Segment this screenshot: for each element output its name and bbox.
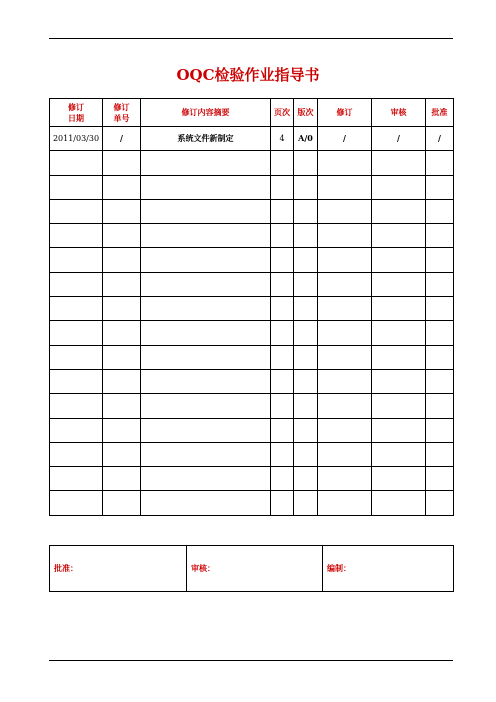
cell-summary[interactable] (141, 248, 271, 272)
cell-reviewed-by[interactable] (372, 175, 426, 199)
cell-page[interactable] (271, 369, 294, 393)
table-row (50, 297, 454, 321)
cell-number[interactable] (103, 442, 141, 466)
table-row (50, 491, 454, 515)
cell-approved-by[interactable] (426, 442, 454, 466)
cell-number[interactable] (103, 151, 141, 175)
cell-number[interactable] (103, 467, 141, 491)
cell-summary[interactable] (141, 199, 271, 223)
cell-date[interactable] (50, 248, 103, 272)
cell-number[interactable] (103, 394, 141, 418)
cell-number[interactable] (103, 418, 141, 442)
cell-approved-by[interactable] (426, 418, 454, 442)
document-title: OQC检验作业指导书 (176, 66, 320, 84)
cell-page[interactable] (271, 199, 294, 223)
cell-summary[interactable] (141, 224, 271, 248)
review-signature-field[interactable]: 审核： (187, 546, 323, 592)
cell-approved-by[interactable] (426, 297, 454, 321)
cell-reviewed-by[interactable] (372, 442, 426, 466)
cell-page[interactable] (271, 394, 294, 418)
cell-version[interactable] (294, 345, 318, 369)
cell-reviewed-by[interactable] (372, 345, 426, 369)
cell-date[interactable] (50, 151, 103, 175)
header-reviewed-by: 审核 (372, 99, 426, 127)
cell-version[interactable] (294, 418, 318, 442)
cell-number[interactable] (103, 321, 141, 345)
cell-summary[interactable] (141, 394, 271, 418)
cell-revised-by[interactable] (318, 418, 372, 442)
cell-version[interactable] (294, 224, 318, 248)
cell-summary[interactable] (141, 369, 271, 393)
cell-date[interactable] (50, 175, 103, 199)
cell-page[interactable] (271, 467, 294, 491)
cell-number[interactable] (103, 248, 141, 272)
table-row (50, 321, 454, 345)
header-revision-summary: 修订内容摘要 (141, 99, 271, 127)
cell-revised-by[interactable] (318, 151, 372, 175)
cell-reviewed-by[interactable] (372, 369, 426, 393)
cell-approved-by[interactable] (426, 369, 454, 393)
cell-version[interactable] (294, 248, 318, 272)
cell-approved-by[interactable] (426, 224, 454, 248)
cell-version[interactable] (294, 151, 318, 175)
cell-revised-by[interactable] (318, 199, 372, 223)
cell-page[interactable] (271, 418, 294, 442)
cell-version[interactable]: A/0 (294, 127, 318, 151)
cell-date[interactable] (50, 199, 103, 223)
revision-table-body (50, 127, 454, 516)
cell-date[interactable] (50, 369, 103, 393)
cell-approved-by[interactable] (426, 491, 454, 515)
table-row (50, 418, 454, 442)
cell-reviewed-by[interactable] (372, 394, 426, 418)
cell-summary[interactable] (141, 467, 271, 491)
cell-reviewed-by[interactable] (372, 199, 426, 223)
cell-reviewed-by[interactable] (372, 224, 426, 248)
cell-approved-by[interactable] (426, 248, 454, 272)
footer-rule (49, 660, 453, 661)
cell-date[interactable]: 2011/03/30 (50, 127, 103, 151)
cell-revised-by[interactable] (318, 394, 372, 418)
header-version: 版次 (294, 99, 318, 127)
cell-revised-by[interactable] (318, 272, 372, 296)
cell-reviewed-by[interactable] (372, 467, 426, 491)
cell-summary[interactable] (141, 491, 271, 515)
table-row (50, 151, 454, 175)
table-row (50, 467, 454, 491)
table-row (50, 127, 454, 151)
cell-approved-by[interactable] (426, 151, 454, 175)
cell-approved-by[interactable] (426, 199, 454, 223)
cell-reviewed-by[interactable] (372, 272, 426, 296)
revision-header-row (50, 99, 454, 127)
cell-reviewed-by[interactable]: / (372, 127, 426, 151)
cell-reviewed-by[interactable] (372, 321, 426, 345)
cell-version[interactable] (294, 321, 318, 345)
cell-page[interactable] (271, 442, 294, 466)
cell-approved-by[interactable] (426, 321, 454, 345)
cell-reviewed-by[interactable] (372, 248, 426, 272)
signature-block (49, 545, 454, 592)
cell-version[interactable] (294, 199, 318, 223)
cell-summary[interactable] (141, 321, 271, 345)
cell-summary[interactable] (141, 345, 271, 369)
cell-number[interactable] (103, 345, 141, 369)
cell-revised-by[interactable] (318, 321, 372, 345)
cell-version[interactable] (294, 491, 318, 515)
table-row (50, 199, 454, 223)
signature-row (50, 546, 454, 592)
cell-summary[interactable] (141, 175, 271, 199)
cell-number[interactable] (103, 297, 141, 321)
header-revision-number: 修订 单号 (103, 99, 141, 127)
cell-version[interactable] (294, 369, 318, 393)
table-row (50, 345, 454, 369)
cell-date[interactable] (50, 442, 103, 466)
cell-summary[interactable] (141, 297, 271, 321)
cell-revised-by[interactable] (318, 345, 372, 369)
cell-approved-by[interactable] (426, 272, 454, 296)
approve-signature-field[interactable]: 批准： (50, 546, 187, 592)
cell-date[interactable] (50, 272, 103, 296)
header-page: 页次 (271, 99, 294, 127)
cell-number[interactable] (103, 369, 141, 393)
cell-page[interactable] (271, 272, 294, 296)
cell-revised-by[interactable] (318, 467, 372, 491)
cell-date[interactable] (50, 467, 103, 491)
cell-date[interactable] (50, 418, 103, 442)
cell-page[interactable]: 4 (271, 127, 294, 151)
cell-version[interactable] (294, 175, 318, 199)
cell-revised-by[interactable] (318, 297, 372, 321)
cell-revised-by[interactable] (318, 491, 372, 515)
cell-revised-by[interactable] (318, 175, 372, 199)
cell-summary[interactable] (141, 442, 271, 466)
header-revision-date: 修订 日期 (50, 99, 103, 127)
cell-number[interactable] (103, 175, 141, 199)
cell-number[interactable] (103, 272, 141, 296)
table-row (50, 369, 454, 393)
cell-summary[interactable] (141, 418, 271, 442)
table-row (50, 224, 454, 248)
cell-number[interactable] (103, 199, 141, 223)
cell-revised-by[interactable] (318, 369, 372, 393)
cell-page[interactable] (271, 321, 294, 345)
cell-date[interactable] (50, 491, 103, 515)
cell-reviewed-by[interactable] (372, 297, 426, 321)
table-row (50, 394, 454, 418)
cell-revised-by[interactable] (318, 224, 372, 248)
table-row (50, 442, 454, 466)
cell-number[interactable] (103, 224, 141, 248)
cell-version[interactable] (294, 297, 318, 321)
cell-date[interactable] (50, 297, 103, 321)
header-rule (49, 38, 453, 39)
cell-version[interactable] (294, 272, 318, 296)
cell-date[interactable] (50, 224, 103, 248)
cell-page[interactable] (271, 248, 294, 272)
cell-number[interactable] (103, 491, 141, 515)
cell-approved-by[interactable] (426, 345, 454, 369)
cell-reviewed-by[interactable] (372, 151, 426, 175)
cell-page[interactable] (271, 297, 294, 321)
cell-page[interactable] (271, 345, 294, 369)
cell-summary[interactable]: 系统文件新制定 (141, 127, 271, 151)
cell-version[interactable] (294, 442, 318, 466)
header-revised-by: 修订 (318, 99, 372, 127)
header-approved-by: 批准 (426, 99, 454, 127)
cell-approved-by[interactable]: / (426, 127, 454, 151)
cell-date[interactable] (50, 394, 103, 418)
cell-approved-by[interactable] (426, 394, 454, 418)
cell-approved-by[interactable] (426, 467, 454, 491)
cell-reviewed-by[interactable] (372, 418, 426, 442)
cell-reviewed-by[interactable] (372, 491, 426, 515)
cell-revised-by[interactable] (318, 442, 372, 466)
cell-page[interactable] (271, 224, 294, 248)
table-row (50, 175, 454, 199)
table-row (50, 272, 454, 296)
cell-revised-by[interactable]: / (318, 127, 372, 151)
prepare-signature-field[interactable]: 编制： (323, 546, 454, 592)
table-row (50, 248, 454, 272)
cell-date[interactable] (50, 345, 103, 369)
cell-page[interactable] (271, 151, 294, 175)
revision-table (49, 98, 454, 516)
cell-number[interactable]: / (103, 127, 141, 151)
cell-summary[interactable] (141, 151, 271, 175)
cell-version[interactable] (294, 467, 318, 491)
cell-page[interactable] (271, 491, 294, 515)
cell-page[interactable] (271, 175, 294, 199)
cell-version[interactable] (294, 394, 318, 418)
cell-approved-by[interactable] (426, 175, 454, 199)
cell-revised-by[interactable] (318, 248, 372, 272)
cell-date[interactable] (50, 321, 103, 345)
cell-summary[interactable] (141, 272, 271, 296)
